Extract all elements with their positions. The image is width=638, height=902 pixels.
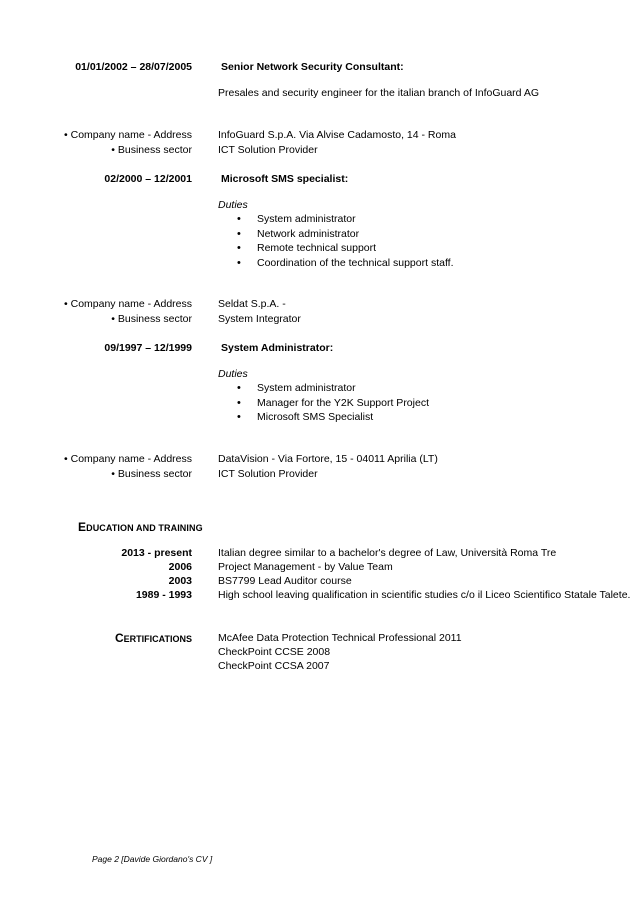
list-item: • Microsoft SMS Specialist bbox=[218, 410, 429, 425]
certifications-title-rest: ERTIFICATIONS bbox=[123, 634, 192, 644]
job2-dates: 02/2000 – 12/2001 bbox=[104, 173, 192, 185]
education-item: BS7799 Lead Auditor course bbox=[218, 575, 352, 587]
job2-duties-label: Duties bbox=[218, 199, 248, 211]
job3-sector-label: • Business sector bbox=[111, 468, 192, 480]
job3-duties-list bbox=[218, 381, 429, 425]
list-item: • Network administrator bbox=[218, 227, 454, 242]
job1-company: InfoGuard S.p.A. Via Alvise Cadamosto, 14 - Roma bbox=[218, 129, 456, 141]
education-year: 2003 bbox=[168, 575, 192, 587]
job1-sector: ICT Solution Provider bbox=[218, 144, 318, 156]
job1-description: Presales and security engineer for the italian branch of InfoGuard AG bbox=[218, 87, 540, 99]
list-item: • Remote technical support bbox=[218, 241, 454, 256]
certification-item: CheckPoint CCSE 2008 bbox=[218, 646, 331, 658]
job2-sector-label: • Business sector bbox=[111, 313, 192, 325]
page-footer: Page 2 [Davide Giordano's CV ] bbox=[92, 854, 213, 864]
certification-item: McAfee Data Protection Technical Professional 2011 bbox=[218, 632, 462, 644]
job3-duties-label: Duties bbox=[218, 368, 248, 380]
job3-sector: ICT Solution Provider bbox=[218, 468, 318, 480]
education-item: High school leaving qualification in scientific studies c/o il Liceo Scientifico Statale Talete. bbox=[218, 589, 631, 601]
list-item: • Manager for the Y2K Support Project bbox=[218, 396, 429, 411]
job1-sector-label: • Business sector bbox=[111, 144, 192, 156]
education-year: 1989 - 1993 bbox=[135, 589, 192, 601]
education-item: Project Management - by Value Team bbox=[218, 561, 393, 573]
job2-sector: System Integrator bbox=[218, 313, 301, 325]
job2-company: Seldat S.p.A. - bbox=[218, 298, 286, 310]
list-item: • System administrator bbox=[218, 381, 429, 396]
education-title-initial: E bbox=[78, 520, 87, 534]
education-title-rest: DUCATION AND TRAINING bbox=[86, 523, 203, 533]
certification-item: CheckPoint CCSA 2007 bbox=[218, 660, 330, 672]
job3-dates: 09/1997 – 12/1999 bbox=[104, 342, 192, 354]
job1-company-label: • Company name - Address bbox=[64, 129, 192, 141]
job2-duties-list bbox=[218, 212, 454, 270]
job3-company-label: • Company name - Address bbox=[64, 453, 192, 465]
job2-company-label: • Company name - Address bbox=[64, 298, 192, 310]
job3-title: System Administrator: bbox=[221, 342, 334, 354]
education-year: 2013 - present bbox=[121, 547, 192, 559]
certifications-title-initial: C bbox=[114, 631, 124, 645]
list-item: • System administrator bbox=[218, 212, 454, 227]
certifications-section-title bbox=[115, 631, 192, 645]
job1-dates: 01/01/2002 – 28/07/2005 bbox=[75, 61, 192, 73]
job1-title: Senior Network Security Consultant: bbox=[221, 61, 404, 73]
job3-company: DataVision - Via Fortore, 15 - 04011 Aprilia (LT) bbox=[218, 453, 438, 465]
education-item: Italian degree similar to a bachelor's degree of Law, Università Roma Tre bbox=[218, 547, 557, 559]
education-section-title bbox=[78, 520, 203, 534]
list-item: • Coordination of the technical support staff. bbox=[218, 256, 454, 271]
education-year: 2006 bbox=[168, 561, 192, 573]
job2-title: Microsoft SMS specialist: bbox=[221, 173, 349, 185]
